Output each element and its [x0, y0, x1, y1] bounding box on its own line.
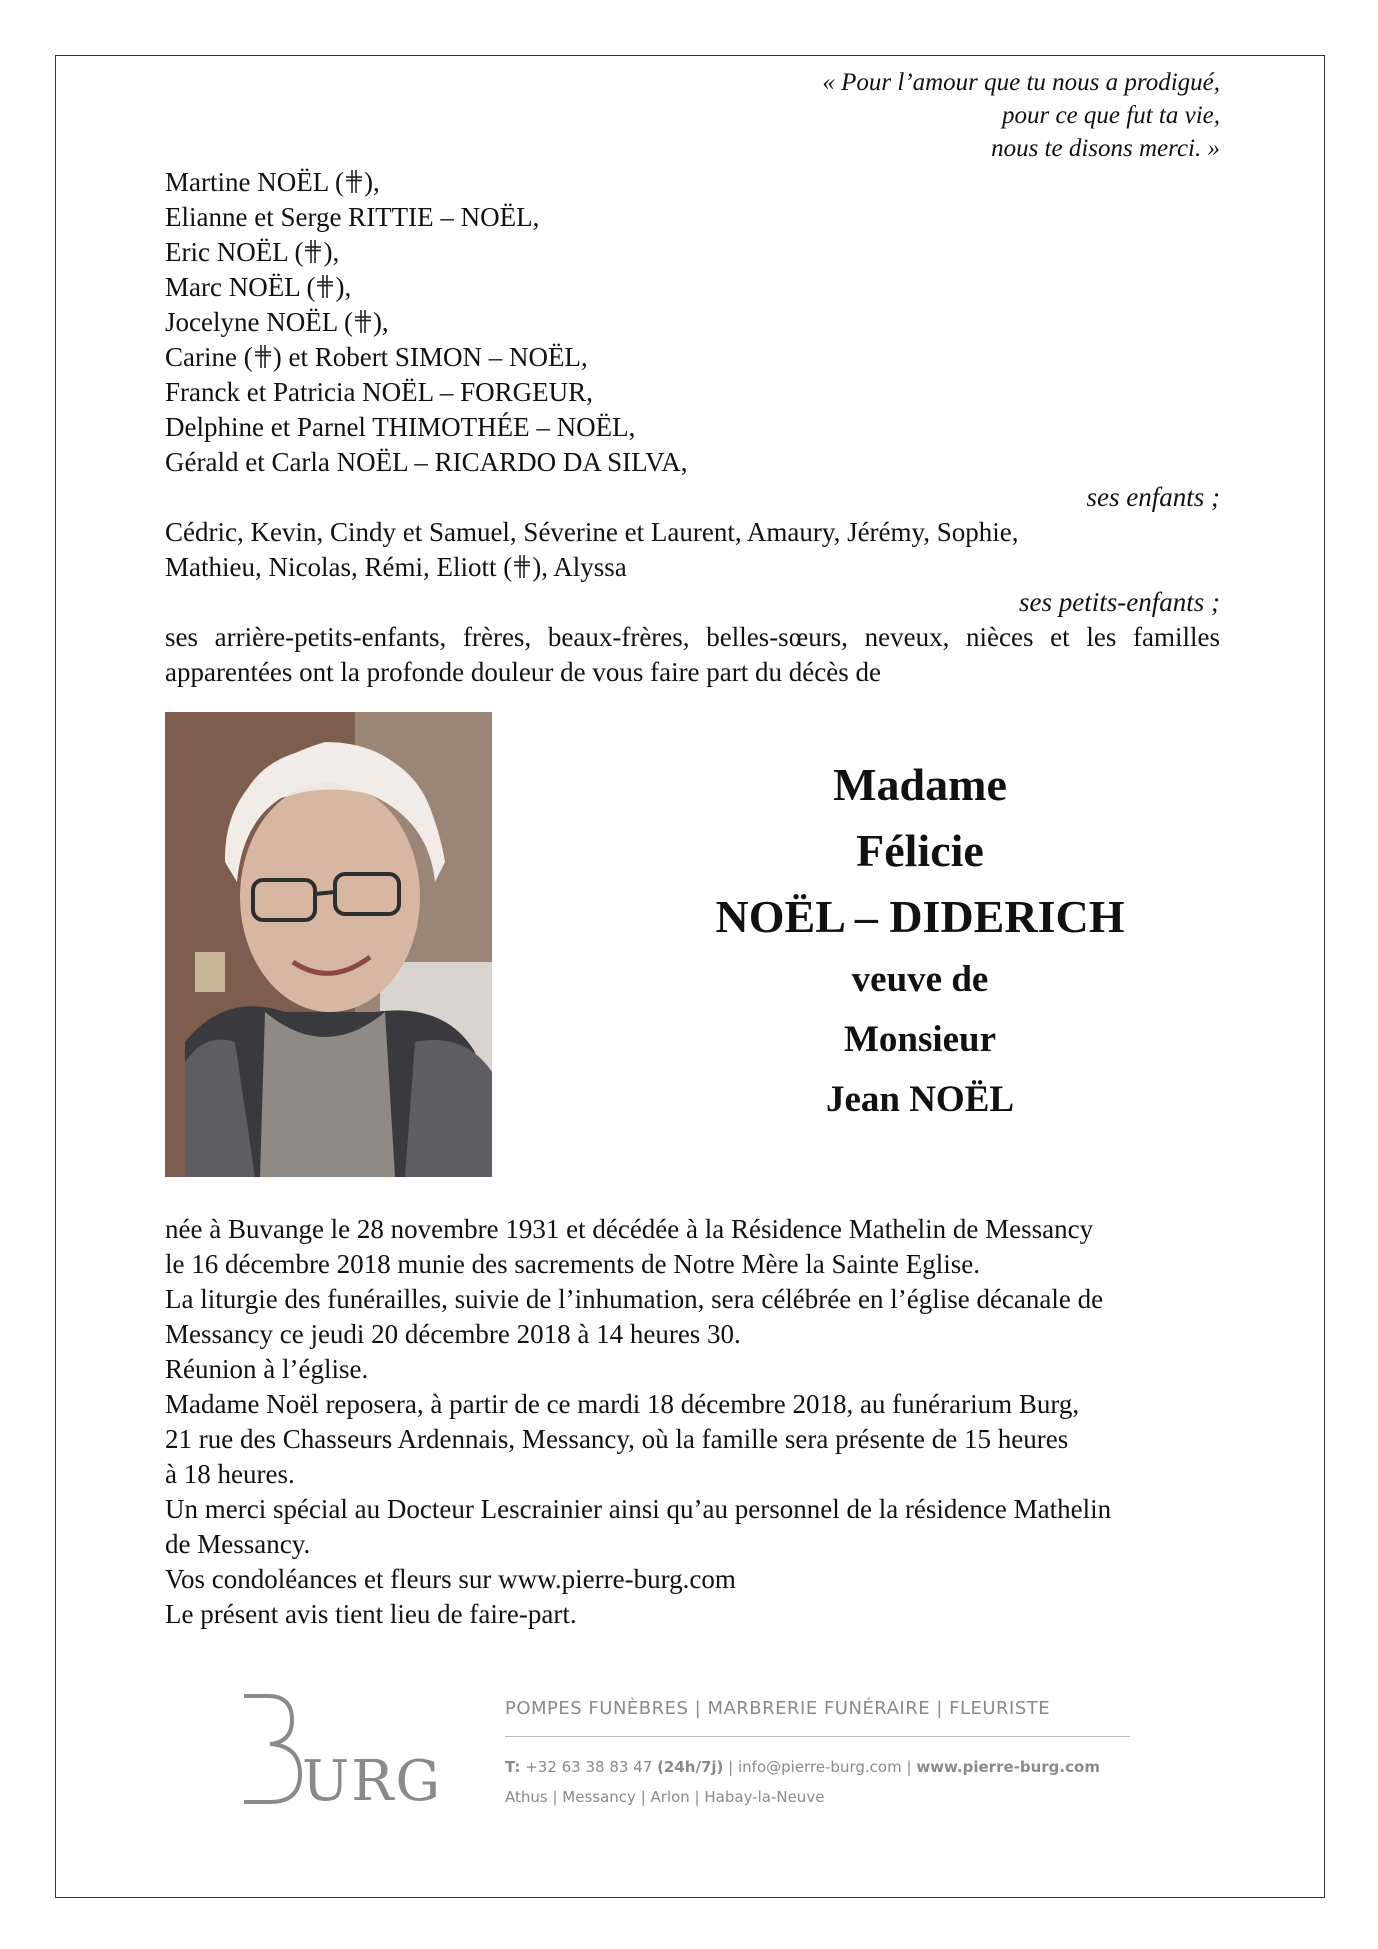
grandchildren-line-2 — [165, 550, 1220, 585]
child-name-line — [165, 305, 1220, 340]
details-line: Madame Noël reposera, à partir de ce mardi 18 décembre 2018, au funérarium Burg, — [165, 1389, 1080, 1419]
child-name: Carine ( — [165, 342, 253, 372]
funeral-details — [165, 1212, 1220, 1632]
child-name: Jocelyne NOËL ( — [165, 307, 353, 337]
details-line: La liturgie des funérailles, suivie de l’inhumation, sera célébrée en l’église décanale de — [165, 1284, 1104, 1314]
child-name-line — [165, 270, 1220, 305]
widow-of-label: veuve de — [851, 959, 989, 1000]
separator: | — [728, 1758, 738, 1776]
child-name-line — [165, 445, 1220, 480]
contact-line — [505, 1758, 1100, 1776]
separator: | — [906, 1758, 917, 1776]
cross-icon — [315, 273, 335, 308]
details-line: 21 rue des Chasseurs Ardennais, Messancy, où la famille sera présente de 15 heures — [165, 1424, 1069, 1454]
child-name-line — [165, 165, 1220, 200]
deceased-surname: NOËL – DIDERICH — [715, 891, 1125, 942]
burg-logo — [240, 1690, 450, 1810]
child-name: Franck et Patricia NOËL – FORGEUR, — [165, 377, 593, 407]
children-list — [165, 165, 1220, 480]
funeral-home-footer — [240, 1690, 1130, 1810]
child-name: Martine NOËL ( — [165, 167, 344, 197]
deceased-first-name: Félicie — [856, 825, 984, 876]
towns-list: Athus | Messancy | Arlon | Habay-la-Neuve — [505, 1788, 825, 1806]
cross-icon — [344, 168, 364, 203]
child-name: Marc NOËL ( — [165, 272, 316, 302]
deceased-title: Madame — [833, 759, 1007, 810]
grandchildren-label: ses petits-enfants ; — [1019, 587, 1220, 617]
spouse-name: Jean NOËL — [825, 1079, 1015, 1120]
details-line: Un merci spécial au Docteur Lescrainier ainsi qu’au personnel de la résidence Mathelin — [165, 1494, 1112, 1524]
deceased-announcement — [600, 752, 1240, 1130]
quote-line-3: nous te disons merci. » — [991, 135, 1220, 162]
phone-hours: (24h/7j) — [657, 1758, 724, 1776]
child-name-line — [165, 340, 1220, 375]
details-line: Réunion à l’église. — [165, 1354, 369, 1384]
child-name-line — [165, 375, 1220, 410]
footer-divider — [505, 1736, 1130, 1737]
family-list — [165, 165, 1220, 690]
details-line: Messancy ce jeudi 20 décembre 2018 à 14 heures 30. — [165, 1319, 741, 1349]
phone-label: T: — [505, 1758, 521, 1776]
child-name-suffix: ), — [323, 237, 340, 267]
children-label: ses enfants ; — [1086, 482, 1220, 512]
child-name-line — [165, 200, 1220, 235]
child-name-line — [165, 235, 1220, 270]
grandchildren-line-2-post: ), Alyssa — [532, 552, 627, 582]
details-line: de Messancy. — [165, 1529, 311, 1559]
quote-line-2: pour ce que fut ta vie, — [1002, 102, 1220, 129]
child-name: Delphine et Parnel THIMOTHÉE – NOËL, — [165, 412, 636, 442]
child-name-suffix: ), — [372, 307, 389, 337]
details-line: le 16 décembre 2018 munie des sacrements de Notre Mère la Sainte Eglise. — [165, 1249, 980, 1279]
services-tagline: POMPES FUNÈBRES | MARBRERIE FUNÉRAIRE | FLEURISTE — [505, 1698, 1051, 1719]
child-name-suffix: ), — [363, 167, 380, 197]
cross-icon — [512, 553, 532, 588]
cross-icon — [303, 238, 323, 273]
svg-text:URG: URG — [302, 1749, 443, 1810]
phone-number: +32 63 38 83 47 — [525, 1758, 653, 1776]
cross-icon — [253, 343, 273, 378]
child-name: Gérald et Carla NOËL – RICARDO DA SILVA, — [165, 447, 688, 477]
email-link[interactable]: info@pierre-burg.com — [738, 1758, 902, 1776]
child-name-line — [165, 410, 1220, 445]
quote-line-1: « Pour l’amour que tu nous a prodigué, — [822, 69, 1220, 96]
details-line: Le présent avis tient lieu de faire-part. — [165, 1599, 577, 1629]
grandchildren-line-1: Cédric, Kevin, Cindy et Samuel, Séverine et Laurent, Amaury, Jérémy, Sophie, — [165, 517, 1019, 547]
family-text: ses arrière-petits-enfants, frères, beaux-frères, belles-sœurs, neveux, nièces et les familles apparentées ont la profonde douleur de vous faire part du décès de — [165, 622, 1220, 687]
child-name-suffix: ) et Robert SIMON – NOËL, — [272, 342, 588, 372]
child-name: Eric NOËL ( — [165, 237, 304, 267]
epigraph-quote — [822, 66, 1220, 165]
cross-icon — [353, 308, 373, 343]
website-link[interactable]: www.pierre-burg.com — [916, 1758, 1100, 1776]
child-name: Elianne et Serge RITTIE – NOËL, — [165, 202, 540, 232]
spouse-title: Monsieur — [843, 1019, 997, 1060]
details-line: née à Buvange le 28 novembre 1931 et décédée à la Résidence Mathelin de Messancy — [165, 1214, 1094, 1244]
child-name-suffix: ), — [335, 272, 352, 302]
portrait-photo — [165, 712, 492, 1177]
website-line: Vos condoléances et fleurs sur www.pierre-burg.com — [165, 1564, 736, 1594]
details-line: à 18 heures. — [165, 1459, 295, 1489]
grandchildren-line-2-pre: Mathieu, Nicolas, Rémi, Eliott ( — [165, 552, 513, 582]
